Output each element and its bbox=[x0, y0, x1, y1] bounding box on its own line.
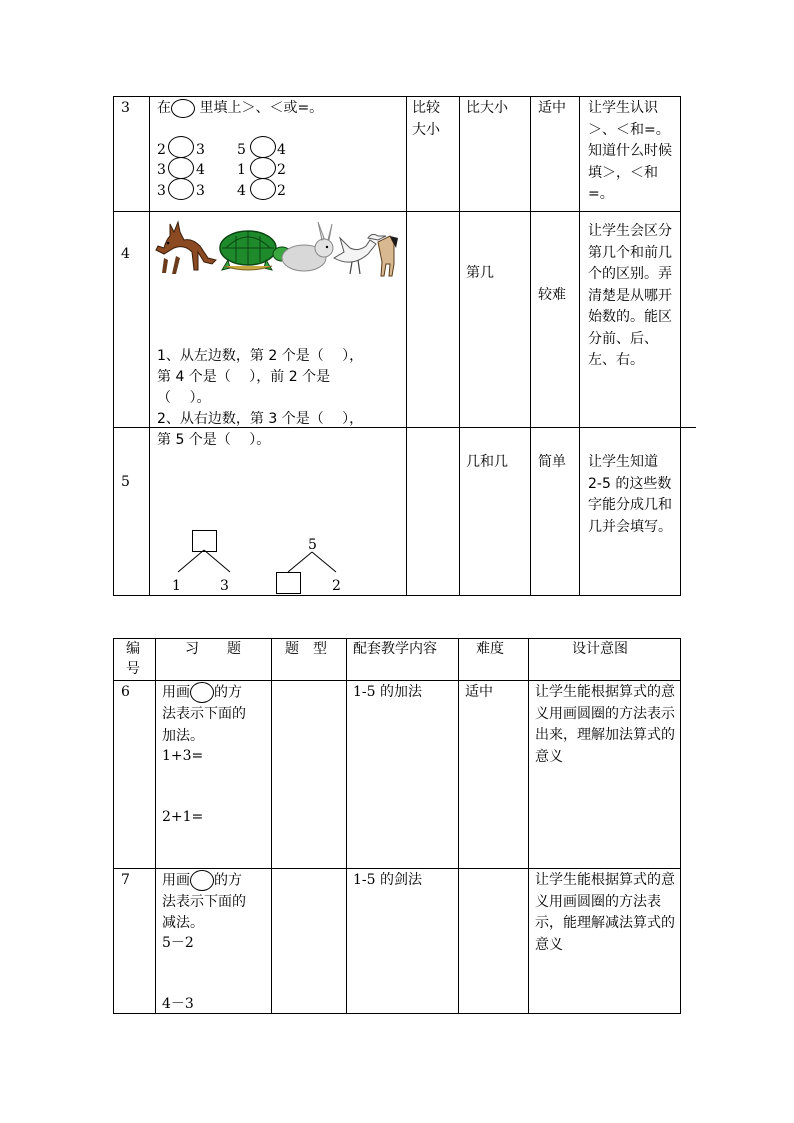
compare-right: 2 bbox=[277, 183, 286, 199]
exercise-line-3: 减法。 bbox=[162, 915, 204, 931]
compare-left: 4 bbox=[237, 183, 246, 199]
row-number: 3 bbox=[121, 100, 130, 116]
difficulty: 适中 bbox=[538, 100, 566, 116]
compare-right: 4 bbox=[196, 162, 205, 178]
blank-circle bbox=[190, 682, 214, 703]
content-subtopic: 几和几 bbox=[466, 454, 508, 470]
equation-2: 2+1= bbox=[162, 809, 204, 825]
header-content: 配套教学内容 bbox=[353, 641, 437, 657]
design-intent: 让学生能根据算式的意义用画圆圈的方法表示出来，理解加法算式的意义 bbox=[535, 684, 675, 765]
teaching-content: 1-5 的剑法 bbox=[353, 872, 422, 888]
equation-1: 5－2 bbox=[162, 935, 194, 951]
design-intent: 让学生知道 2-5 的这些数字能分成几和几并会填写。 bbox=[588, 454, 672, 535]
row-number: 5 bbox=[121, 474, 130, 490]
compare-left: 3 bbox=[157, 162, 166, 178]
bond-right: 3 bbox=[220, 578, 229, 594]
difficulty: 较难 bbox=[538, 287, 566, 303]
compare-left: 3 bbox=[157, 183, 166, 199]
blank-box bbox=[276, 572, 301, 594]
header-type: 题 型 bbox=[285, 641, 327, 657]
design-intent: 让学生认识＞、＜和=。知道什么时候填＞，＜和=。 bbox=[588, 100, 672, 202]
compare-circle bbox=[250, 136, 276, 158]
rabbit-icon bbox=[282, 222, 333, 271]
content-subtopic: 比大小 bbox=[466, 100, 508, 116]
equation-1: 1+3= bbox=[162, 748, 204, 764]
exercise-suffix: 的方 bbox=[214, 872, 242, 889]
equation-2: 4－3 bbox=[162, 996, 194, 1012]
header-difficulty: 难度 bbox=[476, 641, 504, 657]
header-exercise: 习 题 bbox=[185, 641, 241, 657]
compare-circle bbox=[168, 178, 194, 200]
instruction bbox=[157, 98, 323, 119]
bond-right: 2 bbox=[332, 578, 341, 594]
bond-top: 5 bbox=[308, 537, 317, 553]
exercise-line-3: 加法。 bbox=[162, 728, 204, 744]
exercise-line-1 bbox=[162, 682, 242, 704]
bond-left: 1 bbox=[172, 578, 181, 594]
exercise-line-1 bbox=[162, 870, 242, 892]
difficulty: 简单 bbox=[538, 454, 566, 470]
difficulty: 适中 bbox=[465, 684, 493, 700]
teaching-content: 1-5 的加法 bbox=[353, 684, 422, 700]
question-2b: 第 5 个是（ ）。 bbox=[157, 432, 271, 448]
compare-right: 2 bbox=[277, 162, 286, 178]
compare-right: 3 bbox=[196, 183, 205, 199]
exercise-line-2: 法表示下面的 bbox=[162, 706, 246, 722]
exercise-line-2: 法表示下面的 bbox=[162, 894, 246, 910]
compare-circle bbox=[250, 178, 276, 200]
compare-right: 4 bbox=[277, 142, 286, 158]
compare-left: 1 bbox=[237, 162, 246, 178]
design-intent: 让学生会区分第几个和前几个的区别。弄清楚是从哪开始数的。能区分前、后、左、右。 bbox=[588, 223, 672, 368]
exercise-prefix: 用画 bbox=[162, 872, 190, 889]
donkey-icon bbox=[156, 222, 216, 274]
horse-icon bbox=[378, 236, 398, 276]
header-number: 编号 bbox=[126, 641, 140, 677]
compare-right: 3 bbox=[196, 142, 205, 158]
instruction-prefix: 在 bbox=[157, 100, 171, 116]
question-1a: 1、从左边数，第 2 个是（ ）， bbox=[157, 348, 364, 364]
blank-circle bbox=[171, 99, 195, 118]
compare-circle bbox=[168, 136, 194, 158]
blank-circle bbox=[190, 870, 214, 891]
design-intent: 让学生能根据算式的意义用画圆圈的方法表示，能理解减法算式的意义 bbox=[535, 872, 675, 953]
goose-icon bbox=[334, 234, 386, 274]
question-1c: （ ）。 bbox=[157, 390, 211, 406]
question-2a: 2、从右边数，第 3 个是（ ）， bbox=[157, 411, 364, 427]
compare-circle bbox=[250, 157, 276, 179]
exercise-prefix: 用画 bbox=[162, 684, 190, 701]
animal-row bbox=[154, 218, 399, 278]
instruction-suffix: 里填上＞、＜或=。 bbox=[195, 100, 324, 116]
compare-left: 5 bbox=[237, 142, 246, 158]
exercise-suffix: 的方 bbox=[214, 684, 242, 701]
row-number: 6 bbox=[121, 684, 130, 700]
row-number: 7 bbox=[121, 872, 130, 888]
compare-left: 2 bbox=[157, 142, 166, 158]
turtle-icon bbox=[220, 231, 291, 270]
row-number: 4 bbox=[121, 246, 130, 262]
question-1b: 第 4 个是（ ），前 2 个是 bbox=[157, 369, 331, 385]
content-subtopic: 第几 bbox=[466, 265, 494, 281]
header-intent: 设计意图 bbox=[572, 641, 628, 657]
content-topic: 比较大小 bbox=[412, 100, 440, 138]
compare-circle bbox=[168, 157, 194, 179]
